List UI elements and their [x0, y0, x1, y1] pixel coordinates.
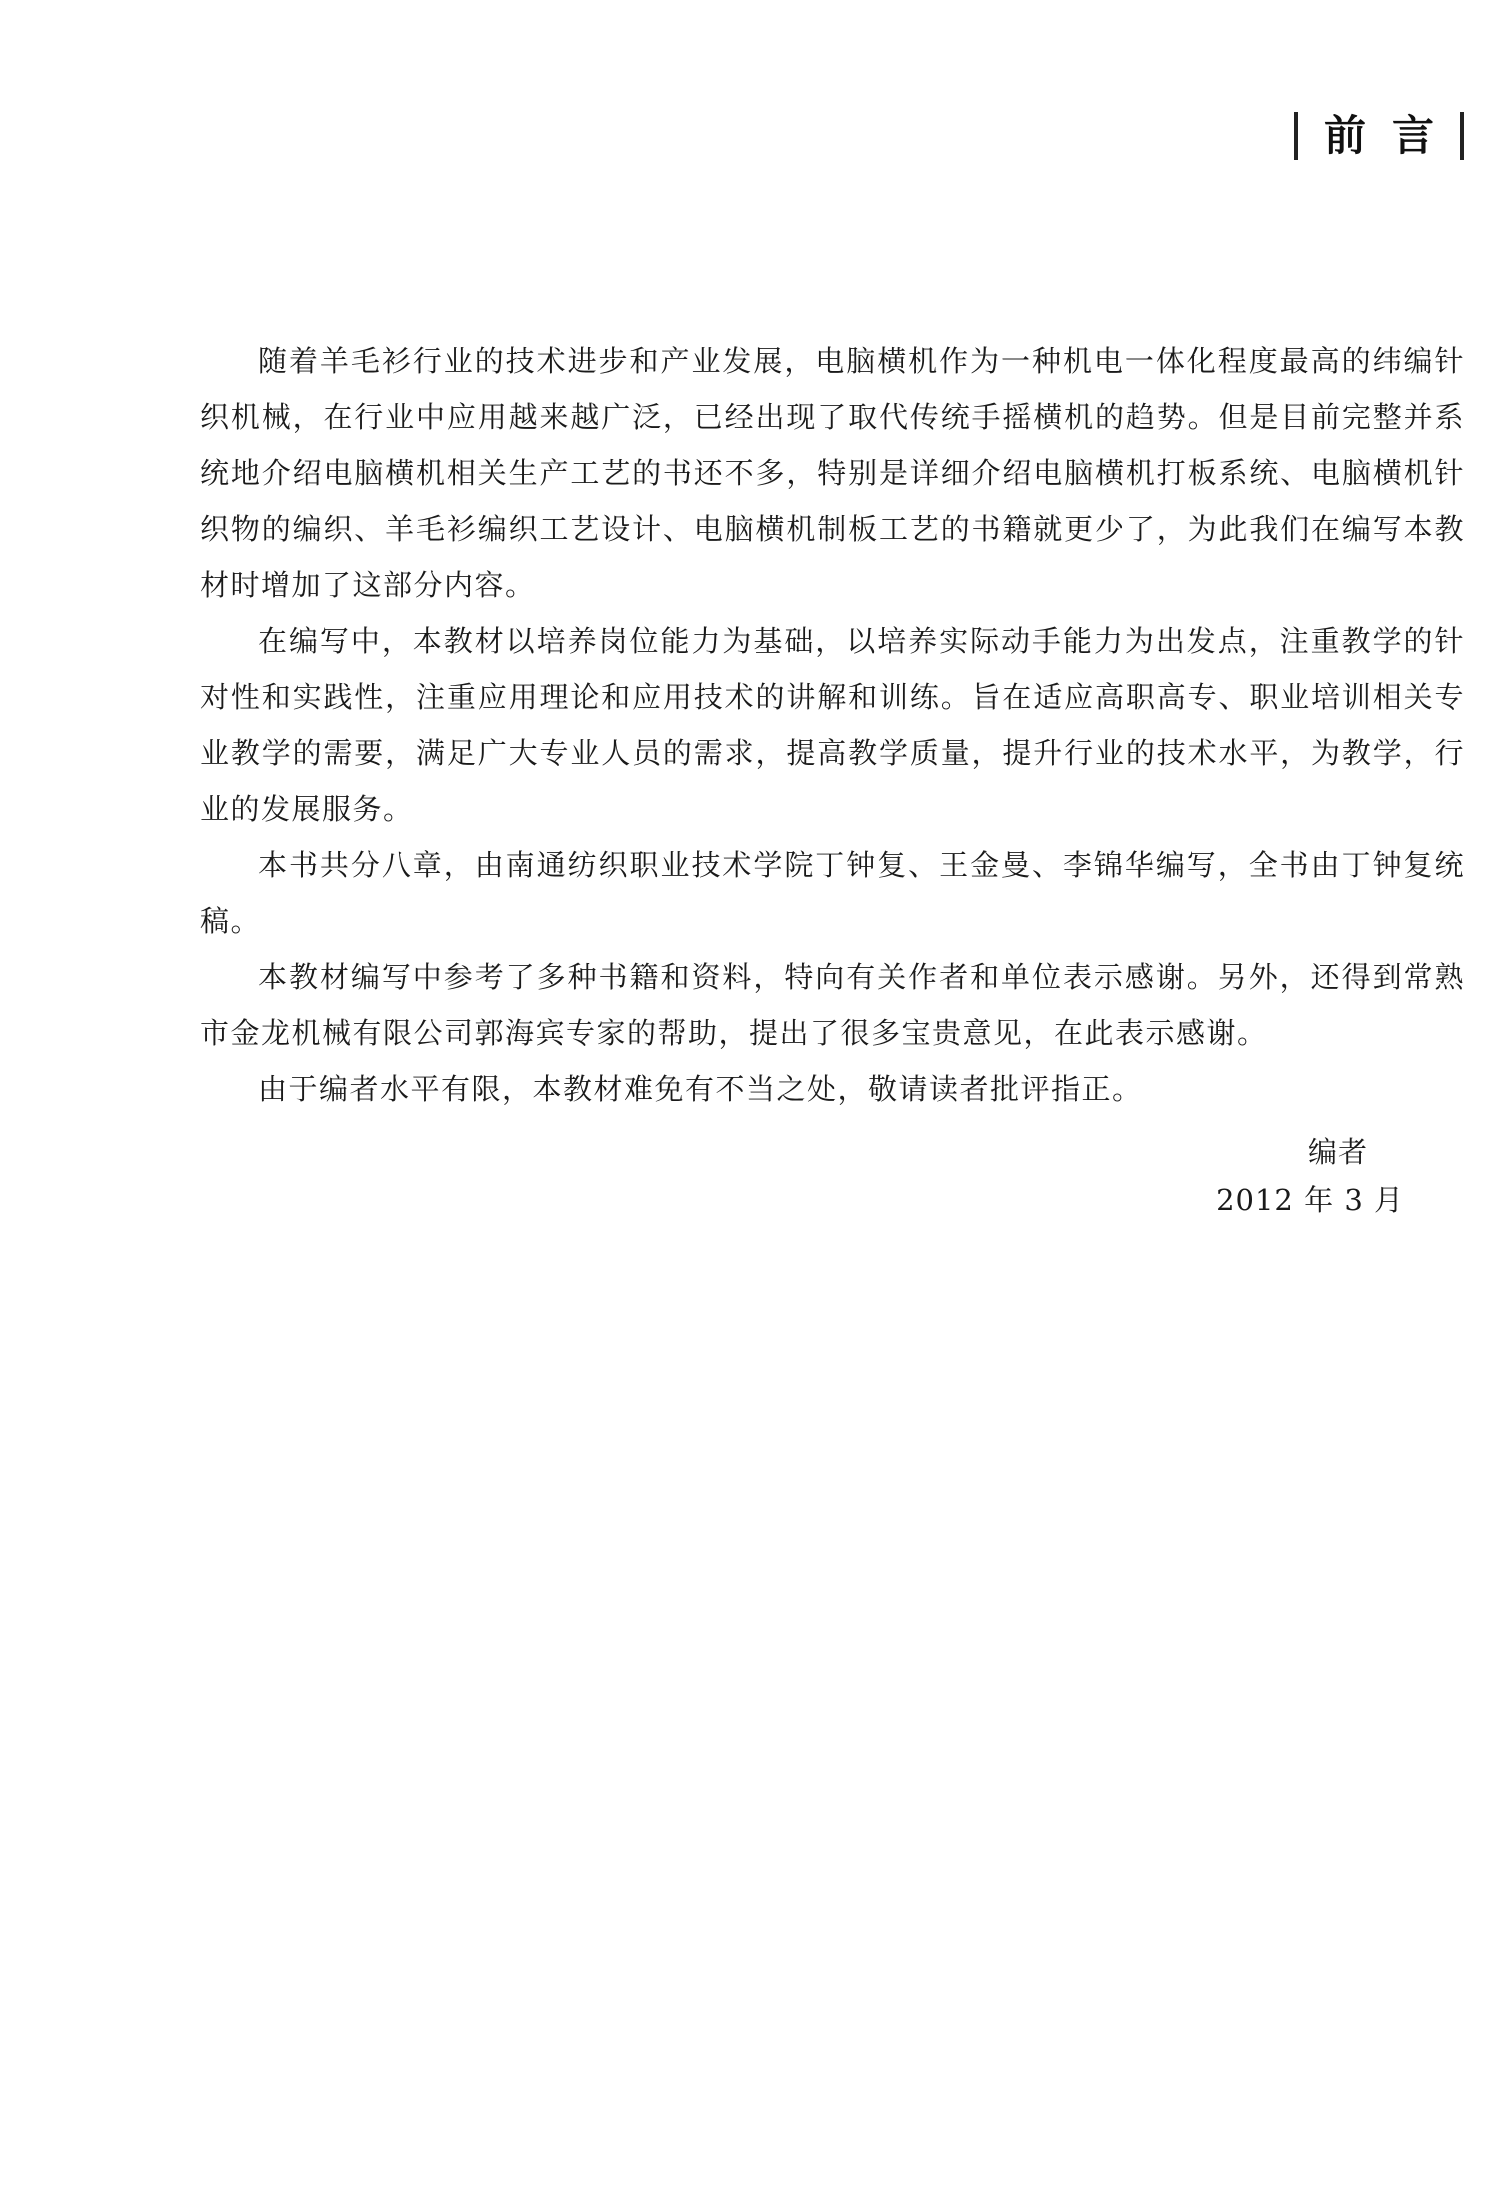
paragraph: 本书共分八章，由南通纺织职业技术学院丁钟复、王金曼、李锦华编写，全书由丁钟复统稿。	[200, 848, 1465, 938]
signature-date: 2012 年 3 月	[1216, 1183, 1404, 1217]
paragraph: 本教材编写中参考了多种书籍和资料，特向有关作者和单位表示感谢。另外，还得到常熟市金龙机械有限公司郭海宾专家的帮助，提出了很多宝贵意见，在此表示感谢。	[200, 960, 1465, 1050]
preface-body	[200, 333, 1465, 1117]
signature-block	[1216, 1128, 1404, 1224]
author-signature: 编者	[1307, 1135, 1368, 1169]
paragraph: 在编写中，本教材以培养岗位能力为基础，以培养实际动手能力为出发点，注重教学的针对性和实践性，注重应用理论和应用技术的讲解和训练。旨在适应高职高专、职业培训相关专业教学的需要，满足广大专业人员的需求，提高教学质量，提升行业的技术水平，为教学，行业的发展服务。	[200, 624, 1465, 826]
section-heading	[1294, 108, 1464, 164]
paragraph: 由于编者水平有限，本教材难免有不当之处，敬请读者批评指正。	[258, 1072, 1143, 1106]
page-title: 前言	[1323, 111, 1460, 160]
paragraph: 随着羊毛衫行业的技术进步和产业发展，电脑横机作为一种机电一体化程度最高的纬编针织机械，在行业中应用越来越广泛，已经出现了取代传统手摇横机的趋势。但是目前完整并系统地介绍电脑横机相关生产工艺的书还不多，特别是详细介绍电脑横机打板系统、电脑横机针织物的编织、羊毛衫编织工艺设计、电脑横机制板工艺的书籍就更少了，为此我们在编写本教材时增加了这部分内容。	[200, 344, 1465, 602]
right-rule	[1460, 112, 1464, 160]
